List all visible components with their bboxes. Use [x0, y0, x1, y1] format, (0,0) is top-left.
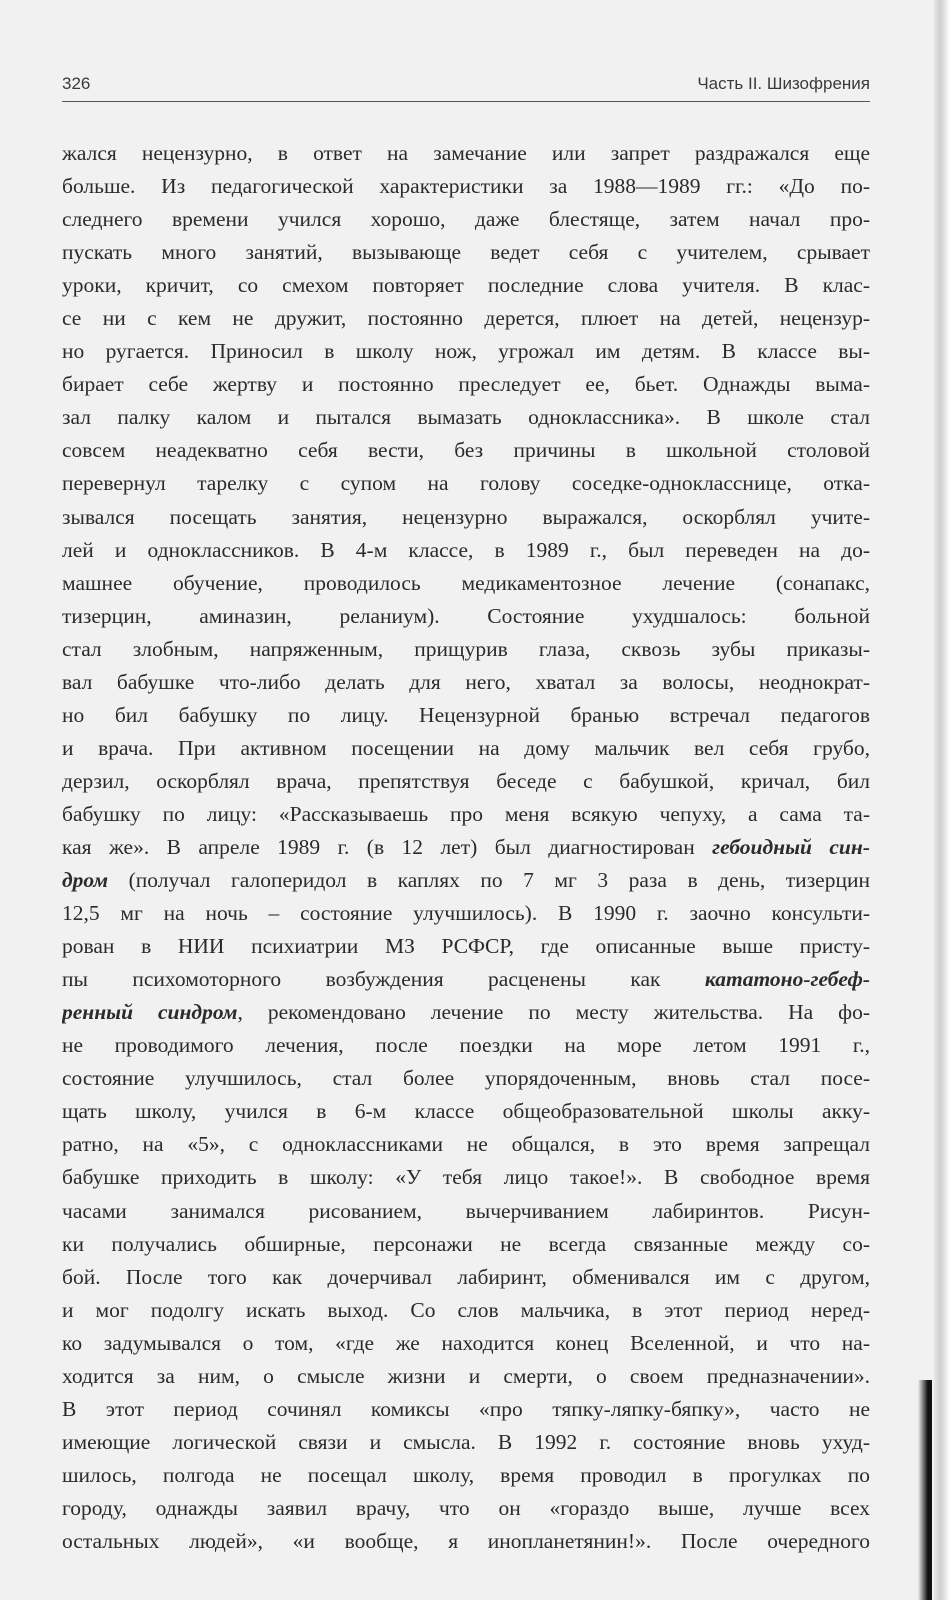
text-line: совсем неадекватно себя вести, без причины в школьной столовой — [62, 438, 870, 463]
text-line — [62, 831, 870, 864]
text-line: зывался посещать занятия, нецензурно выражался, оскорблял учите- — [62, 504, 870, 529]
text-line: зал палку калом и пытался вымазать одноклассника». В школе стал — [62, 405, 870, 430]
text-line: пускать много занятий, вызывающе ведет себя с учителем, срывает — [62, 240, 870, 265]
text-line: бирает себе жертву и постоянно преследует ее, бьет. Однажды выма- — [62, 372, 870, 397]
text-line: уроки, кричит, со смехом повторяет последние слова учителя. В клас- — [62, 273, 870, 298]
text-line: лей и одноклассников. В 4-м классе, в 1989 г., был переведен на до- — [62, 537, 870, 562]
header-rule — [62, 101, 870, 102]
text-line: ходится за ним, о смысле жизни и смерти, о своем предназначении». — [62, 1363, 870, 1388]
text-line: состояние улучшилось, стал более упорядоченным, вновь стал посе- — [62, 1066, 870, 1091]
text-line: городу, однажды заявил врачу, что он «гораздо выше, лучше всех — [62, 1495, 870, 1520]
text-line: 12,5 мг на ночь – состояние улучшилось). В 1990 г. заочно консульти- — [62, 901, 870, 926]
text-line: ко задумывался о том, «где же находится конец Вселенной, и что на- — [62, 1330, 870, 1355]
text-line: следнего времени учился хорошо, даже блестяще, затем начал про- — [62, 207, 870, 232]
text-line: В этот период сочинял комиксы «про тяпку-ляпку-бяпку», часто не — [62, 1396, 870, 1421]
emphasized-term: кататоно-гебеф- — [704, 967, 870, 992]
text-line: имеющие логической связи и смысла. В 1992 г. состояние вновь ухуд- — [62, 1429, 870, 1454]
text-line: бабушку по лицу: «Рассказываешь про меня всякую чепуху, а сама та- — [62, 801, 870, 826]
text-line: жался нецензурно, в ответ на замечание или запрет раздражался еще — [62, 141, 870, 165]
text-line: и мог подолгу искать выход. Со слов мальчика, в этот период неред- — [62, 1297, 870, 1322]
emphasized-term: дром — [62, 868, 109, 893]
text-line: рован в НИИ психиатрии МЗ РСФСР, где описанные выше присту- — [62, 934, 870, 959]
text-segment: пы психомоторного возбуждения расценены как — [62, 967, 705, 992]
text-line: но ругается. Приносил в школу нож, угрожал им детям. В классе вы- — [62, 339, 870, 364]
text-line: ки получались обширные, персонажи не всегда связанные между со- — [62, 1231, 870, 1256]
running-title: Часть II. Шизофрения — [697, 74, 870, 93]
text-line — [62, 963, 870, 996]
text-line: бабушке приходить в школу: «У тебя лицо такое!». В свободное время — [62, 1165, 870, 1190]
text-line: больше. Из педагогической характеристики за 1988—1989 гг.: «До по- — [62, 174, 870, 199]
page-header — [62, 74, 870, 104]
text-segment: (получал галоперидол в каплях по 7 мг 3 раза в день, тизерцин — [108, 868, 870, 893]
emphasized-term: гебоидный син- — [712, 834, 870, 859]
text-line: се ни с кем не дружит, постоянно дерется, плюет на детей, нецензур- — [62, 306, 870, 331]
text-line: стал злобным, напряженным, прищурив глаза, сквозь зубы приказы- — [62, 636, 870, 661]
text-line: ратно, на «5», с одноклассниками не общался, в это время запрещал — [62, 1132, 870, 1157]
text-line: и врача. При активном посещении на дому мальчик вел себя грубо, — [62, 735, 870, 760]
book-spine — [934, 0, 950, 1600]
text-line: остальных людей», «и вообще, я инопланетянин!». После очередного — [62, 1528, 870, 1553]
spine-shadow — [918, 1380, 932, 1600]
text-line: часами занимался рисованием, вычерчиванием лабиринтов. Рисун- — [62, 1198, 870, 1223]
text-line: шилось, полгода не посещал школу, время проводил в прогулках по — [62, 1462, 870, 1487]
text-line: вал бабушке что-либо делать для него, хватал за волосы, неоднократ- — [62, 669, 870, 694]
text-line: щать школу, учился в 6-м классе общеобразовательной школы акку- — [62, 1099, 870, 1124]
emphasized-term: ренный синдром — [62, 1000, 238, 1025]
text-line — [62, 996, 870, 1029]
page-number: 326 — [62, 74, 91, 93]
text-line — [62, 864, 870, 897]
text-line: дерзил, оскорблял врача, препятствуя беседе с бабушкой, кричал, бил — [62, 768, 870, 793]
text-line: но бил бабушку по лицу. Нецензурной бранью встречал педагогов — [62, 702, 870, 727]
text-line: тизерцин, аминазин, реланиум). Состояние ухудшалось: больной — [62, 603, 870, 628]
text-line: машнее обучение, проводилось медикаментозное лечение (сонапакс, — [62, 570, 870, 595]
body-text — [62, 137, 870, 1558]
text-line: перевернул тарелку с супом на голову соседке-однокласснице, отка- — [62, 471, 870, 496]
text-segment: , рекомендовано лечение по месту жительства. На фо- — [237, 1000, 870, 1025]
text-segment: кая же». В апреле 1989 г. (в 12 лет) был диагностирован — [62, 834, 713, 859]
text-line: не проводимого лечения, после поездки на море летом 1991 г., — [62, 1033, 870, 1058]
text-line: бой. После того как дочерчивал лабиринт, обменивался им с другом, — [62, 1264, 870, 1289]
